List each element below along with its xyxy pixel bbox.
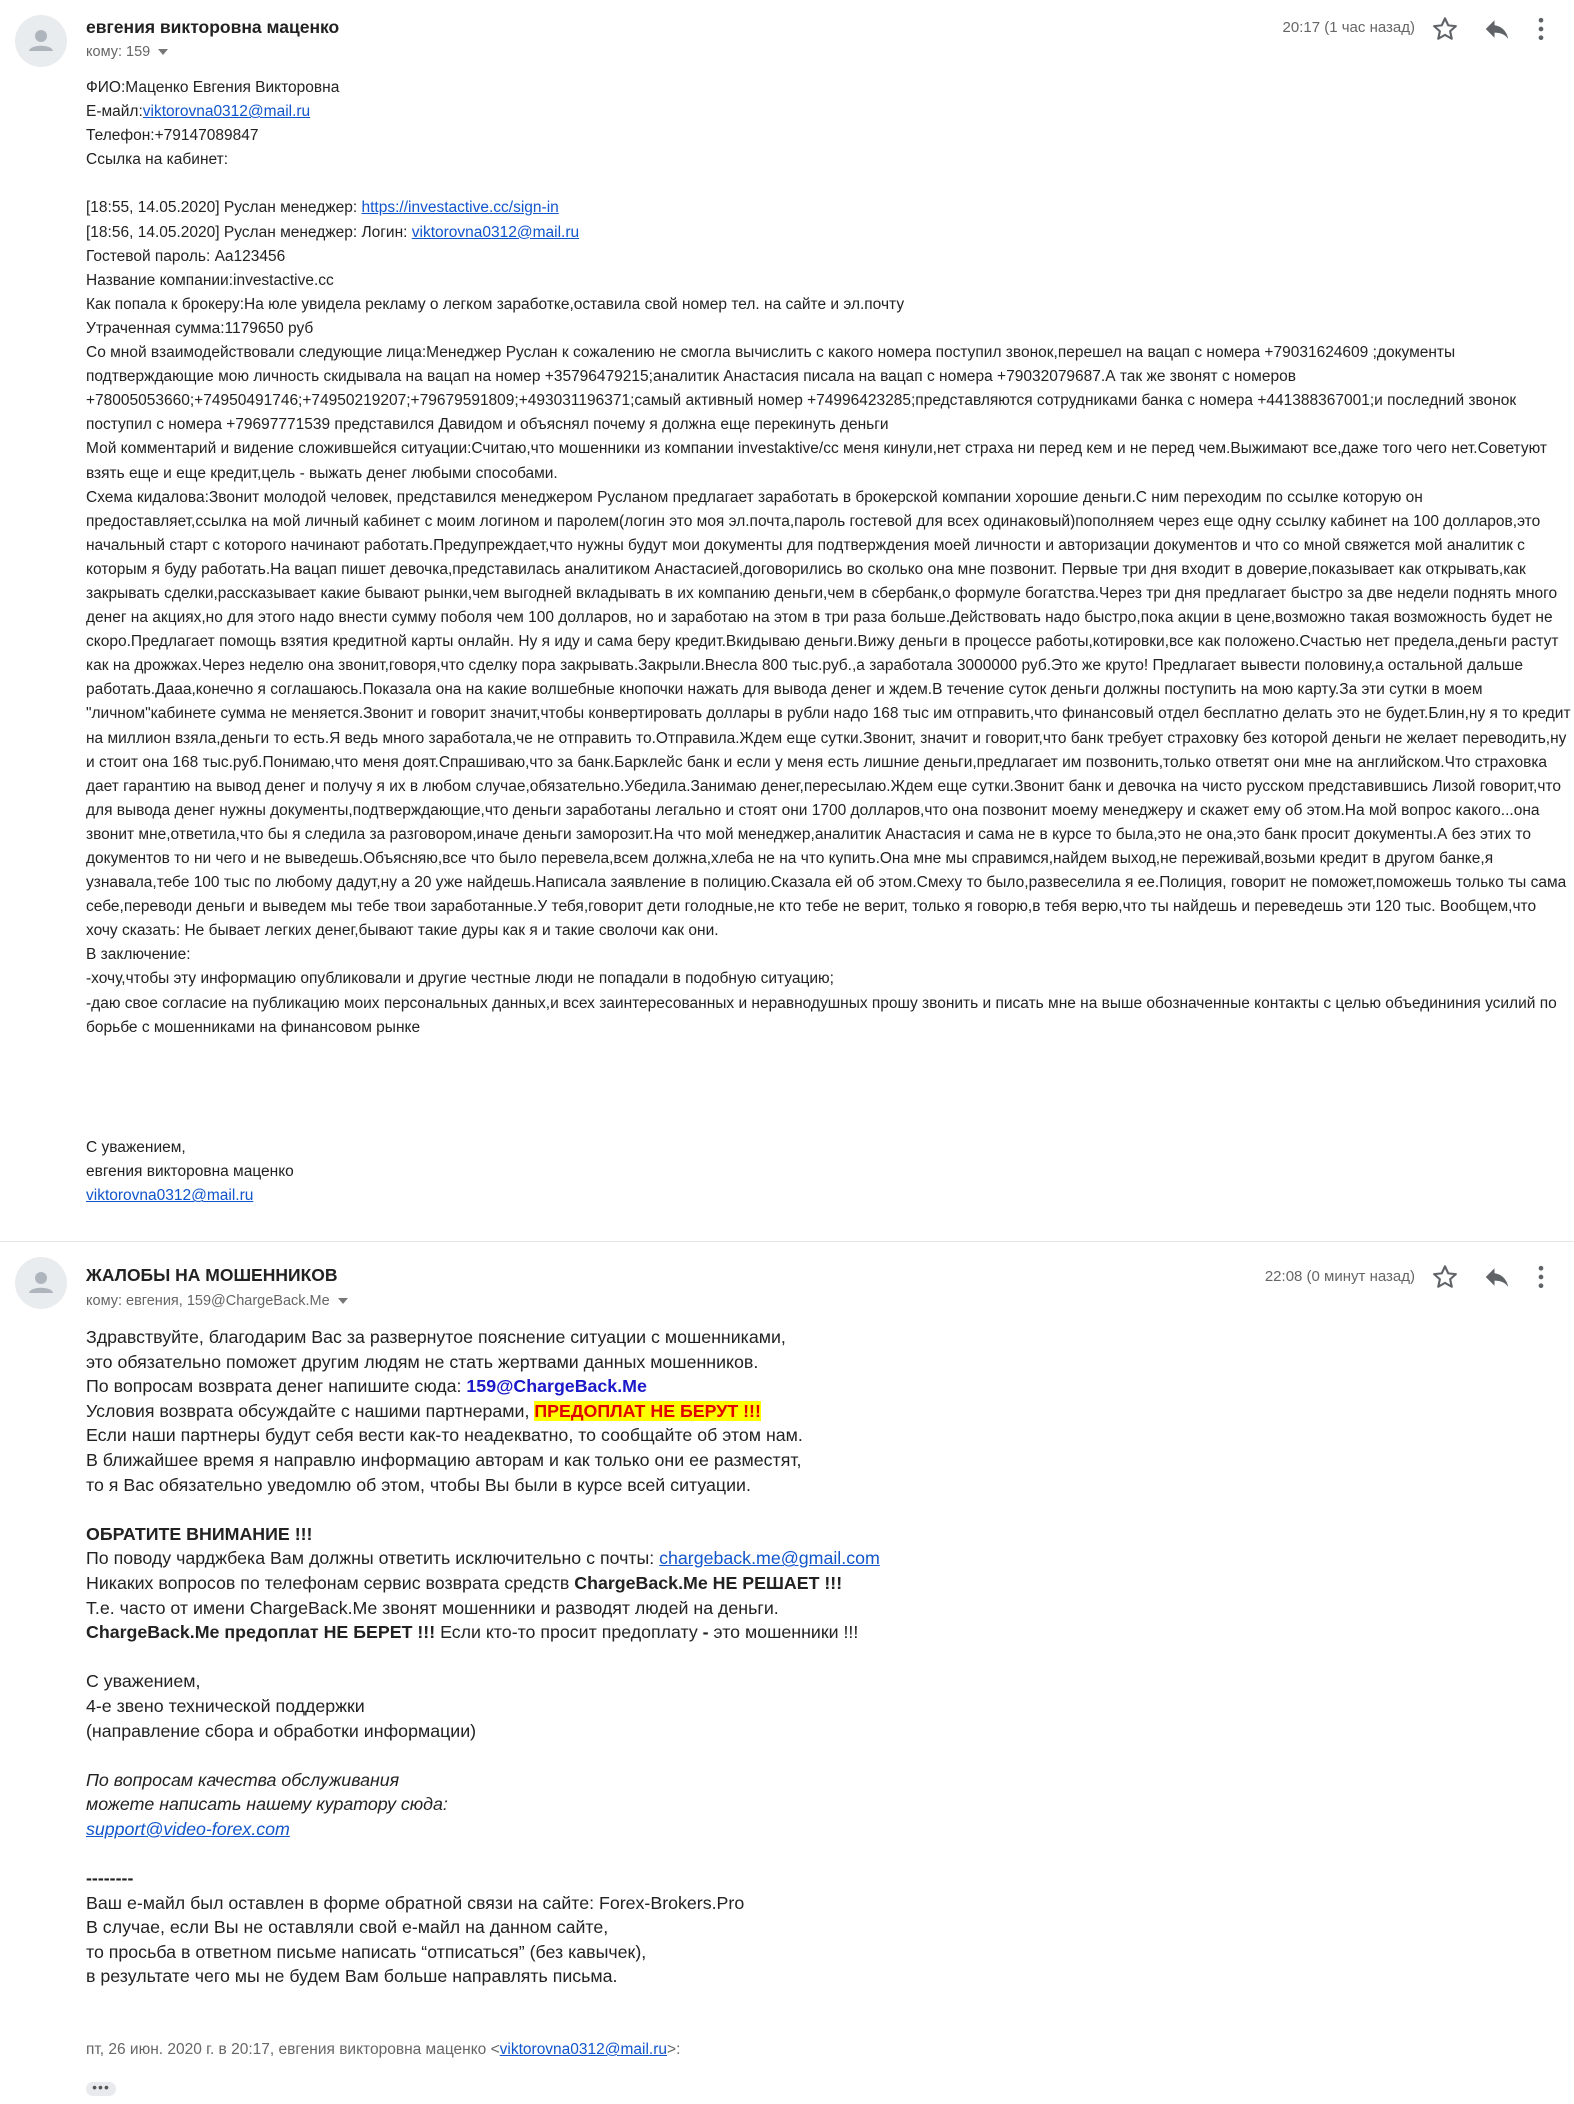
email-link[interactable]: viktorovna0312@mail.ru	[142, 103, 311, 121]
sender-name: ЖАЛОБЫ НА МОШЕННИКОВ	[86, 1265, 338, 1285]
scheme-paragraph: Схема кидалова:Звонит молодой человек, представился менеджером Русланом предлагает заработать в брокерской компании хорошие деньги.С ним переходим по ссылке которую он предоставляет,ссылка на мой личный кабинет с моим логином и паролем(логин это моя эл.почта,пароль гостевой для всех одинаковый)пополняем через еще одну ссылку кабинет на 100 долларов,это начальный старт с которого начинают работать.Предупреждает,что нужны будут мои документы для подтверждения моей личности и авторизации документов и что со мной свяжется мой аналитик с которым я буду работать.На вацап пишет девочка,представилась аналитиком Анастасией,договорились во сколько она мне позвонит. Первые три дня входит в доверие,показывает как открывать,как закрывать сделки,рассказывает какие бывают рынки,чем выгодней вкладывать в их компанию деньги,чем в сбербанк,о формуле богатства.Через три дня предлагает быстро за две недели поднять много денег на акциях,но для этого надо внести сумму поболя чем 100 долларов, но и заработаю на этом в три раза больше.Действовать надо быстро,пока акции в цене,возможно такая возможность будет не скоро.Предлагает помощь взятия кредитной карты онлайн. Ну я иду и сама беру кредит.Вкидываю деньги.Вижу деньги в процессе работы,котировки,все как положено.Счастью нет предела,деньги растут как на дрожжах.Через неделю она звонит,говоря,что сделку пора закрывать.Закрыли.Внесла 800 тыс.руб.,а заработала 3000000 руб.Это же круто! Предлагает вывести половину,а остальной дальше работать.Дааа,конечно я соглашаюсь.Показала она на какие волшебные кнопочки нажать для вывода денег и ждем.В течение суток деньги должны поступить на мою карту.За эти сутки в моем "личном"кабинете сумма не меняется.Звонит и говорит значит,чтобы конвертировать доллары в рубли надо 168 тыс им отправить,что финансовый отдел бесплатно делать это не будет.Блин,ну я то кредит на миллион взяла,деньги то есть.Я ведь много заработала,че не отправить то.Отправила.Ждем еще сутки.Звонит, значит и говорит,что банк требует страховку без которой деньги не желает переводить,ну и стоит она 168 тыс.руб.Понимаю,что меня доят.Спрашиваю,что за банк.Барклейс банк и если у меня есть лишние деньги,предлагает им позвонить,только ответят они мне на английском.Что страховка дает гарантию на вывод денег и получу я их в любом случае,обязательно.Убедила.Занимаю денег,пересылаю.Ждем еще сутки.Звонит банк и девочка на чисто русском представившись Лизой говорит,что для вывода денег нужны документы,подтверждающие,что деньги заработаны легально и стоят они 1700 долларов,что она позвонит моему менеджеру и скажет ему об этом.На мой вопрос какого...она звонит мне,ответила,что бы я следила за разговором,иначе деньги заморозит.На что мой менеджер,аналитик Анастасия и сама не в курсе то была,это не она,это банк просит документы.А без этих то документов то ни чего и не выведешь.Объясняю,все что было перевела,всем должна,хлеба не на что купить.Она мне мы справимся,найдем выход,не переживай,возьми кредит в другом банке,я узнавала,тебе 100 тыс по любому дадут,ну а 20 уже найдешь.Написала заявление в полицию.Сказала ей об этом.Смеху то было,развеселила я ее.Полиция, говорит не поможет,поможешь только ты сама себе,переводи деньги и выведем мы тебе твои заработанные.У тебя,говорит дети голодные,не кто тебе не верит, только я говорю,в тебя верю,что ты найдешь и переведешь эти 120 тыс. Вообщем,что хочу сказать: Не бывает легких денег,бывают такие дуры как я и такие сволочи как они.	[86, 488, 1571, 940]
spacer	[86, 1497, 1386, 1522]
attention-heading: ОБРАТИТЕ ВНИМАНИЕ !!!	[86, 1523, 313, 1544]
chat-line-1-text: [18:55, 14.05.2020] Руслан менеджер:	[86, 199, 362, 217]
show-trimmed-content-button[interactable]: •••	[86, 2082, 116, 2096]
quoted-email-link[interactable]: viktorovna0312@mail.ru	[499, 2041, 668, 2058]
signature-line: С уважением,	[86, 1671, 201, 1692]
persons-paragraph: Со мной взаимодействовали следующие лица:Менеджер Руслан к сожалению не смогла вычислить с какого номера поступил звонок,перешел на вацап с номера +79031624609 ;документы подтверждающие мою личность скидывала на вацап на номер +35796479215;аналитик Анастасия писала на вацап с номера +79032079687.А так же звонят с номеров +78005053660;+74950491746;+74950219207;+79679591809;+493031196371;самый активный номер +74996423285;представляются сотрудниками банка с номера +441388367001;и последний звонок поступил с номера +79697771539 представился Давидом и объяснял почему я должна еще перекинуть деньги	[86, 344, 1517, 434]
guest-password-line: Гостевой пароль: Aa123456	[86, 247, 286, 265]
quality-line-3	[86, 1817, 1386, 1842]
how-line: Как попала к брокеру:На юле увидела рекламу о легком заработке,оставила свой номер тел. на сайте и эл.почту	[86, 295, 905, 313]
attention-text-4-end: это мошенники !!!	[708, 1622, 859, 1643]
footer-line: в результате чего мы не будем Вам больше направлять письма.	[86, 1966, 618, 1987]
conditions-line	[86, 1399, 1386, 1424]
quoted-header	[86, 2041, 680, 2059]
recipients-label: кому: 159	[86, 44, 151, 60]
more-vert-icon[interactable]	[1526, 14, 1556, 44]
comment-paragraph: Мой комментарий и видение сложившейся ситуации:Считаю,что мошенники из компании investaktive/cc меня кинули,нет страха ни перед кем и не перед чем.Выжимают все,даже того чего нет.Советуют взять еще и еще кредит,цель - выжать денег любыми способами.	[86, 440, 1547, 482]
chargeback-gmail-link[interactable]: chargeback.me@gmail.com	[659, 1548, 880, 1569]
recipients-toggle[interactable]	[86, 1293, 348, 1309]
reply-icon[interactable]	[1482, 14, 1512, 44]
chat-line-1	[86, 196, 1571, 220]
signature-line: 4-е звено технической поддержки	[86, 1695, 365, 1716]
support-email-link[interactable]: support@video-forex.com	[86, 1818, 290, 1839]
message-divider	[0, 1241, 1574, 1242]
body-line: Если наши партнеры будут себя вести как-то неадекватно, то сообщайте об этом нам.	[86, 1425, 803, 1446]
spacer	[86, 1841, 1386, 1866]
chevron-down-icon	[158, 49, 168, 55]
footer-line: то просьба в ответном письме написать “отписаться” (без кавычек),	[86, 1941, 647, 1962]
email-label: Е-майл:	[86, 103, 143, 121]
attention-text-2: Никаких вопросов по телефонам сервис возврата средств	[86, 1572, 575, 1593]
footer-line: В случае, если Вы не оставляли свой е-майл на данном сайте,	[86, 1917, 609, 1938]
lost-sum-line: Утраченная сумма:1179650 руб	[86, 319, 314, 337]
body-line: то я Вас обязательно уведомлю об этом, чтобы Вы были в курсе всей ситуации.	[86, 1474, 751, 1495]
person-avatar-icon[interactable]	[15, 1257, 67, 1309]
quality-line-2: можете написать нашему куратору сюда:	[86, 1794, 448, 1815]
attention-line-1	[86, 1546, 1386, 1571]
attention-dash: -	[702, 1622, 709, 1643]
more-vert-icon[interactable]	[1526, 1262, 1556, 1292]
return-text: По вопросам возврата денег напишите сюда:	[86, 1376, 467, 1397]
attention-bold-4: ChargeBack.Me предоплат НЕ БЕРЕТ !!!	[86, 1622, 436, 1643]
phone-line: Телефон:+79147089847	[86, 127, 259, 145]
spacer	[86, 1064, 1571, 1088]
star-icon[interactable]	[1430, 14, 1460, 44]
attention-line-2	[86, 1571, 1386, 1596]
reply-icon[interactable]	[1482, 1262, 1512, 1292]
spacer	[86, 1645, 1386, 1670]
attention-line-3: Т.е. часто от имени ChargeBack.Me звонят мошенники и разводят людей на деньги.	[86, 1597, 779, 1618]
company-line: Название компании:investactive.cc	[86, 271, 334, 289]
chargeback-email[interactable]: 159@ChargeBack.Me	[466, 1376, 647, 1397]
message-body	[86, 1325, 1386, 1989]
cabinet-line: Ссылка на кабинет:	[86, 151, 229, 169]
attention-line-4	[86, 1620, 1386, 1645]
body-line: Здравствуйте, благодарим Вас за развернутое пояснение ситуации с мошенниками,	[86, 1327, 786, 1347]
message-body	[86, 76, 1571, 1208]
signature-email-link[interactable]: viktorovna0312@mail.ru	[86, 1187, 254, 1205]
recipients-label: кому: евгения, 159@ChargeBack.Me	[86, 1293, 330, 1309]
quoted-header-end: >:	[667, 2041, 681, 2058]
email-line	[86, 100, 1571, 124]
message-timestamp: 20:17 (1 час назад)	[1282, 19, 1415, 36]
login-email-link[interactable]: viktorovna0312@mail.ru	[411, 223, 580, 241]
return-line	[86, 1374, 1386, 1399]
chat-line-2-text: [18:56, 14.05.2020] Руслан менеджер: Логин:	[86, 223, 412, 241]
conclusion-item-1: -хочу,чтобы эту информацию опубликовали и другие честные люди не попадали в подобную ситуацию;	[86, 970, 834, 988]
attention-bold-2: ChargeBack.Me НЕ РЕШАЕТ !!!	[574, 1572, 843, 1593]
conditions-text: Условия возврата обсуждайте с нашими партнерами,	[86, 1400, 535, 1421]
email-message-2	[0, 1243, 1574, 2104]
chevron-down-icon	[338, 1298, 348, 1304]
spacer	[86, 1743, 1386, 1768]
sender-name: евгения викторовна маценко	[86, 17, 340, 37]
signature-email-line	[86, 1184, 1571, 1208]
body-line: это обязательно поможет другим людям не стать жертвами данных мошенников.	[86, 1351, 759, 1372]
signin-link[interactable]: https://investactive.cc/sign-in	[361, 199, 559, 217]
person-avatar-icon[interactable]	[15, 15, 67, 67]
quoted-header-text: пт, 26 июн. 2020 г. в 20:17, евгения викторовна маценко <	[86, 2041, 500, 2058]
conclusion-line: В заключение:	[86, 946, 191, 964]
spacer	[86, 1088, 1571, 1112]
star-icon[interactable]	[1430, 1262, 1460, 1292]
signature-line: (направление сбора и обработки информации)	[86, 1720, 477, 1741]
body-line: В ближайшее время я направлю информацию авторам и как только они ее разместят,	[86, 1449, 802, 1470]
attention-text-1: По поводу чарджбека Вам должны ответить исключительно с почты:	[86, 1548, 660, 1569]
footer-line: Ваш е-майл был оставлен в форме обратной связи на сайте: Forex-Brokers.Pro	[86, 1892, 745, 1913]
no-prepayment-highlight: ПРЕДОПЛАТ НЕ БЕРУТ !!!	[534, 1400, 761, 1421]
signature-greeting: С уважением,	[86, 1139, 186, 1157]
message-timestamp: 22:08 (0 минут назад)	[1264, 1268, 1415, 1285]
fio-line: ФИО:Маценко Евгения Викторовна	[86, 79, 340, 96]
signature-name: евгения викторовна маценко	[86, 1163, 294, 1181]
chat-line-2	[86, 221, 1571, 245]
recipients-toggle[interactable]	[86, 44, 168, 60]
quality-line-1: По вопросам качества обслуживания	[86, 1769, 400, 1790]
attention-text-4: Если кто-то просит предоплату	[435, 1622, 703, 1643]
conclusion-item-2: -даю свое согласие на публикацию моих персональных данных,и всех заинтересованных и неравнодушных прошу звонить и писать мне на выше обозначенные контакты с целью объедининия усилий по борьбе с мошенниками на финансовом рынке	[86, 994, 1557, 1036]
spacer	[86, 1112, 1571, 1136]
spacer	[86, 1040, 1571, 1064]
spacer	[86, 172, 1571, 196]
separator-dashes: --------	[86, 1868, 134, 1889]
